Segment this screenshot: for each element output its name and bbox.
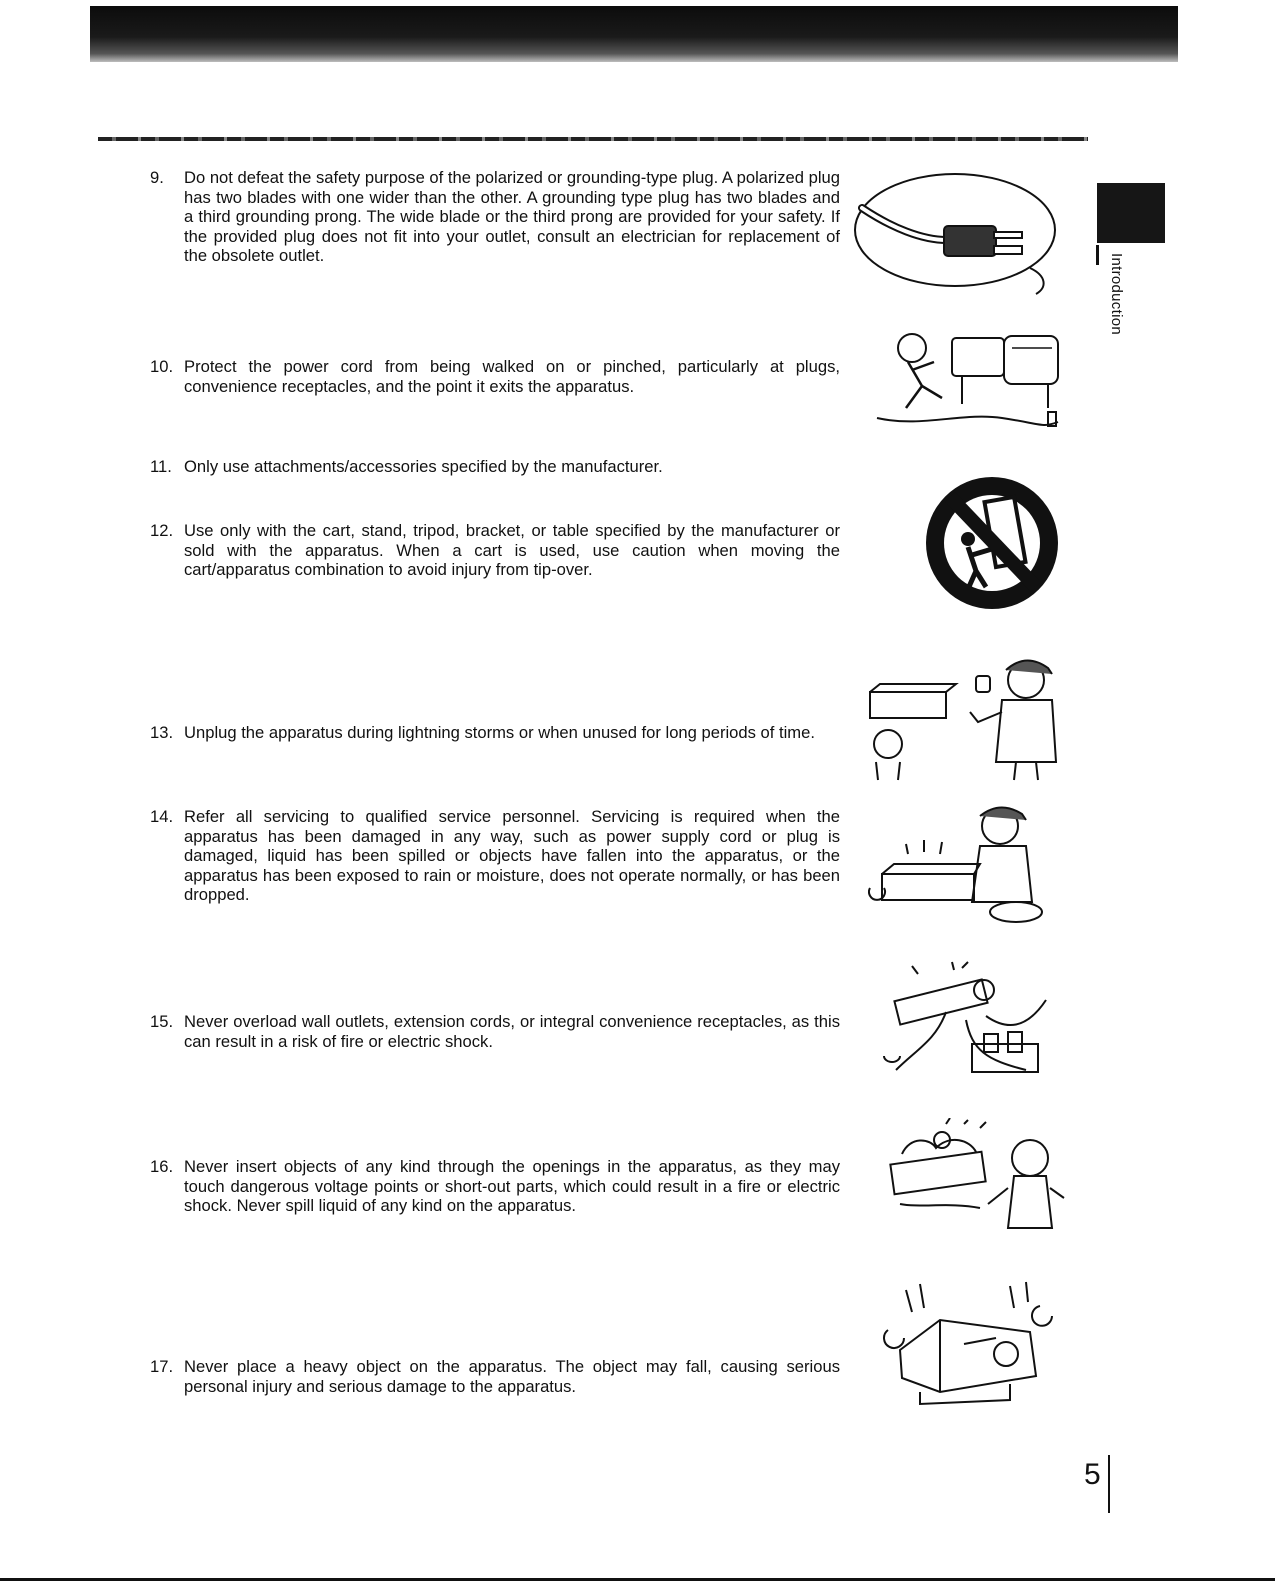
instruction-item-17: [150, 1357, 840, 1396]
header-rule: [98, 137, 1088, 141]
item-text: Never insert objects of any kind through the openings in the apparatus, as they may touch dangerous voltage points or short-out parts, which could result in a fire or electric shock. Never spill liquid of any kind on the apparatus.: [184, 1157, 840, 1215]
instruction-item-16: [150, 1157, 840, 1216]
item-number: 9.: [150, 168, 164, 187]
item-text: Protect the power cord from being walked on or pinched, particularly at plugs, convenience receptacles, and the point it exits the apparatus.: [184, 357, 840, 396]
item-text: Never overload wall outlets, extension cords, or integral convenience receptacles, as this can result in a risk of fire or electric shock.: [184, 1012, 840, 1051]
header-band: [90, 6, 1178, 62]
page-number-divider: [1108, 1455, 1110, 1513]
section-tab-tick: [1096, 245, 1099, 265]
item-number: 16.: [150, 1157, 174, 1176]
instruction-item-9: [150, 168, 840, 266]
unplug-technician-illustration: [866, 652, 1066, 782]
instruction-item-11: [150, 457, 840, 477]
page-number: 5: [1084, 1458, 1101, 1491]
item-text: Use only with the cart, stand, tripod, bracket, or table specified by the manufacturer or sold with the apparatus. When a cart is used, use caution when moving the cart/apparatus combination to avoid injury from tip-over.: [184, 521, 840, 579]
item-number: 17.: [150, 1357, 174, 1376]
item-number: 12.: [150, 521, 174, 540]
item-text: Refer all servicing to qualified service personnel. Servicing is required when the apparatus has been damaged in any way, such as power supply cord or plug is damaged, liquid has been spilled or objects have fallen into the apparatus, or the apparatus has been exposed to rain or moisture, does not operate normally, or has been dropped.: [184, 807, 840, 904]
instruction-item-12: [150, 521, 840, 580]
item-text: Never place a heavy object on the apparatus. The object may fall, causing serious personal injury and serious damage to the apparatus.: [184, 1357, 840, 1396]
section-tab-marker: [1097, 183, 1165, 243]
cord-trip-illustration: [872, 318, 1064, 436]
item-number: 11.: [150, 457, 172, 476]
item-number: 15.: [150, 1012, 174, 1031]
instruction-item-13: [150, 723, 840, 743]
overloaded-outlet-illustration: [876, 960, 1066, 1088]
item-number: 13.: [150, 723, 174, 742]
item-text: Only use attachments/accessories specified by the manufacturer.: [184, 457, 663, 476]
page-bottom-rule: [0, 1578, 1275, 1581]
item-number: 14.: [150, 807, 174, 826]
instruction-item-10: [150, 357, 840, 396]
item-text: Do not defeat the safety purpose of the polarized or grounding-type plug. A polarized plug has two blades with one wider than the other. A grounding type plug has two blades and a third grounding prong. The wide blade or the third prong are provided for your safety. If the provided plug does not fit into your outlet, consult an electrician for replacement of the obsolete outlet.: [184, 168, 840, 265]
heavy-object-illustration: [880, 1280, 1060, 1410]
spilled-liquid-illustration: [880, 1118, 1066, 1244]
instruction-item-15: [150, 1012, 840, 1051]
polarized-plug-illustration: [852, 168, 1062, 298]
item-number: 10.: [150, 357, 174, 376]
cart-tip-over-warning-icon: [920, 475, 1065, 620]
servicing-technician-illustration: [868, 802, 1048, 924]
instruction-item-14: [150, 807, 840, 905]
section-tab-label: Introduction: [1108, 253, 1125, 335]
item-text: Unplug the apparatus during lightning storms or when unused for long periods of time.: [184, 723, 815, 742]
